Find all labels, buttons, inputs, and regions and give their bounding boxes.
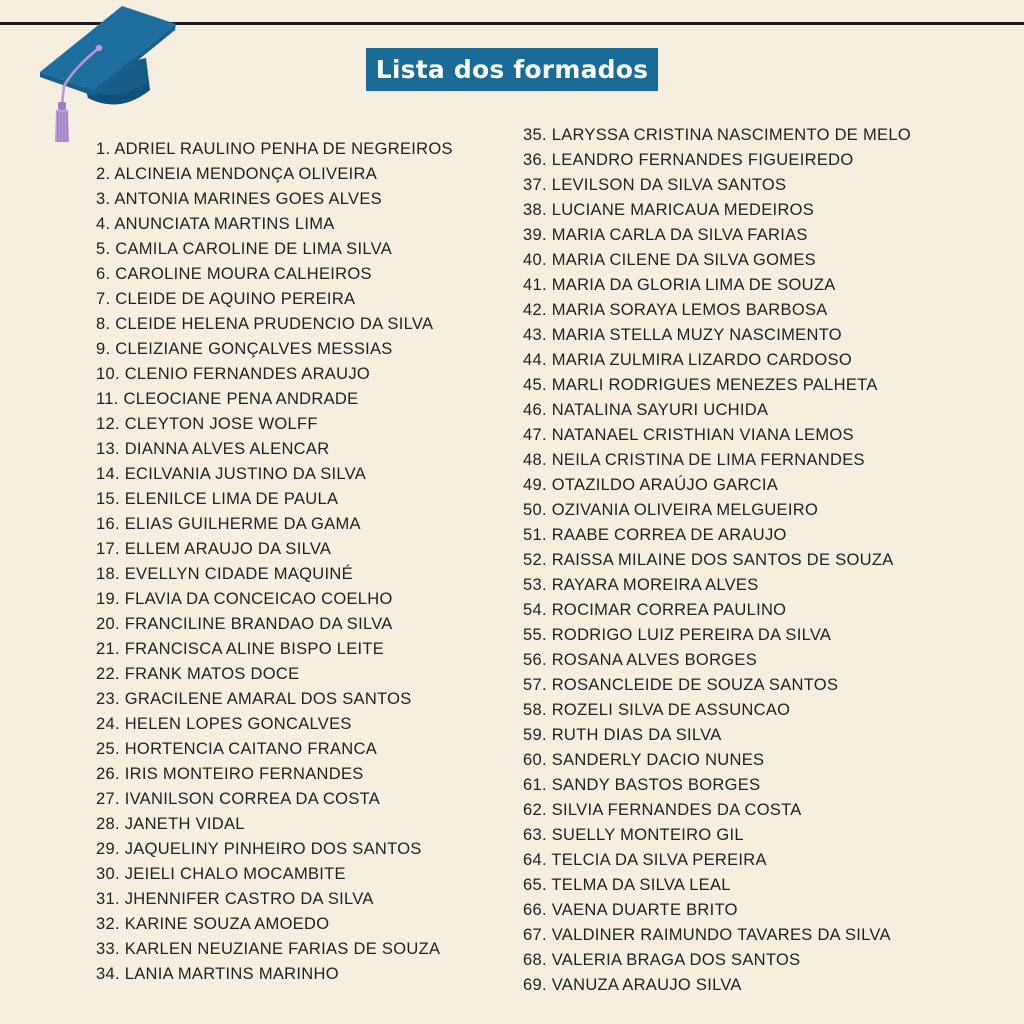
- graduate-list-item: 6. CAROLINE MOURA CALHEIROS: [96, 265, 372, 283]
- graduate-list-item: 57. ROSANCLEIDE DE SOUZA SANTOS: [523, 676, 839, 694]
- graduate-list-item: 23. GRACILENE AMARAL DOS SANTOS: [96, 690, 412, 708]
- graduate-list-item: 35. LARYSSA CRISTINA NASCIMENTO DE MELO: [523, 126, 911, 144]
- graduate-list-item: 43. MARIA STELLA MUZY NASCIMENTO: [523, 326, 842, 344]
- graduate-list-item: 16. ELIAS GUILHERME DA GAMA: [96, 515, 361, 533]
- graduate-list-item: 19. FLAVIA DA CONCEICAO COELHO: [96, 590, 393, 608]
- graduation-cap-icon: [36, 2, 180, 148]
- graduate-list-item: 22. FRANK MATOS DOCE: [96, 665, 300, 683]
- graduate-list-item: 33. KARLEN NEUZIANE FARIAS DE SOUZA: [96, 940, 441, 958]
- graduate-list-item: 24. HELEN LOPES GONCALVES: [96, 715, 352, 733]
- title-banner: [366, 48, 658, 91]
- graduate-list-item: 59. RUTH DIAS DA SILVA: [523, 726, 722, 744]
- graduate-list-item: 11. CLEOCIANE PENA ANDRADE: [96, 390, 359, 408]
- graduate-list-item: 49. OTAZILDO ARAÚJO GARCIA: [523, 476, 779, 494]
- page-title: Lista dos formados: [375, 55, 649, 84]
- graduate-list-item: 68. VALERIA BRAGA DOS SANTOS: [523, 951, 801, 969]
- graduates-list-right: [523, 123, 993, 998]
- graduate-list-item: 60. SANDERLY DACIO NUNES: [523, 751, 765, 769]
- graduate-list-item: 12. CLEYTON JOSE WOLFF: [96, 415, 318, 433]
- graduate-list-item: 42. MARIA SORAYA LEMOS BARBOSA: [523, 301, 828, 319]
- graduate-list-item: 26. IRIS MONTEIRO FERNANDES: [96, 765, 364, 783]
- graduate-list-item: 20. FRANCILINE BRANDAO DA SILVA: [96, 615, 393, 633]
- graduate-list-item: 46. NATALINA SAYURI UCHIDA: [523, 401, 769, 419]
- graduate-list-item: 38. LUCIANE MARICAUA MEDEIROS: [523, 201, 815, 219]
- graduate-list-item: 58. ROZELI SILVA DE ASSUNCAO: [523, 701, 791, 719]
- graduate-list-item: 21. FRANCISCA ALINE BISPO LEITE: [96, 640, 385, 658]
- graduate-list-item: 62. SILVIA FERNANDES DA COSTA: [523, 801, 802, 819]
- graduate-list-item: 15. ELENILCE LIMA DE PAULA: [96, 490, 339, 508]
- graduate-list-item: 44. MARIA ZULMIRA LIZARDO CARDOSO: [523, 351, 852, 369]
- graduate-list-item: 53. RAYARA MOREIRA ALVES: [523, 576, 759, 594]
- graduate-list-item: 40. MARIA CILENE DA SILVA GOMES: [523, 251, 816, 269]
- graduate-list-item: 8. CLEIDE HELENA PRUDENCIO DA SILVA: [96, 315, 434, 333]
- graduate-list-item: 9. CLEIZIANE GONÇALVES MESSIAS: [96, 340, 393, 358]
- graduate-list-item: 45. MARLI RODRIGUES MENEZES PALHETA: [523, 376, 878, 394]
- graduate-list-item: 28. JANETH VIDAL: [96, 815, 245, 833]
- graduate-list-item: 30. JEIELI CHALO MOCAMBITE: [96, 865, 346, 883]
- graduate-list-item: 18. EVELLYN CIDADE MAQUINÉ: [96, 565, 353, 583]
- graduate-list-item: 14. ECILVANIA JUSTINO DA SILVA: [96, 465, 367, 483]
- graduate-list-item: 64. TELCIA DA SILVA PEREIRA: [523, 851, 767, 869]
- graduate-list-item: 27. IVANILSON CORREA DA COSTA: [96, 790, 381, 808]
- graduate-list-item: 34. LANIA MARTINS MARINHO: [96, 965, 339, 983]
- graduates-list-left: [96, 137, 506, 987]
- graduate-list-item: 66. VAENA DUARTE BRITO: [523, 901, 738, 919]
- graduate-list-item: 17. ELLEM ARAUJO DA SILVA: [96, 540, 332, 558]
- graduate-list-item: 3. ANTONIA MARINES GOES ALVES: [96, 190, 382, 208]
- graduate-list-item: 56. ROSANA ALVES BORGES: [523, 651, 758, 669]
- graduate-list-item: 31. JHENNIFER CASTRO DA SILVA: [96, 890, 374, 908]
- graduate-list-item: 29. JAQUELINY PINHEIRO DOS SANTOS: [96, 840, 422, 858]
- graduate-list-item: 32. KARINE SOUZA AMOEDO: [96, 915, 330, 933]
- graduate-list-item: 52. RAISSA MILAINE DOS SANTOS DE SOUZA: [523, 551, 894, 569]
- graduate-list-item: 51. RAABE CORREA DE ARAUJO: [523, 526, 787, 544]
- graduate-list-item: 55. RODRIGO LUIZ PEREIRA DA SILVA: [523, 626, 832, 644]
- graduate-list-item: 61. SANDY BASTOS BORGES: [523, 776, 761, 794]
- graduate-list-item: 41. MARIA DA GLORIA LIMA DE SOUZA: [523, 276, 836, 294]
- graduate-list-item: 10. CLENIO FERNANDES ARAUJO: [96, 365, 371, 383]
- graduate-list-item: 39. MARIA CARLA DA SILVA FARIAS: [523, 226, 808, 244]
- graduate-list-item: 63. SUELLY MONTEIRO GIL: [523, 826, 744, 844]
- graduate-list-item: 65. TELMA DA SILVA LEAL: [523, 876, 731, 894]
- graduate-list-item: 50. OZIVANIA OLIVEIRA MELGUEIRO: [523, 501, 819, 519]
- graduate-list-item: 47. NATANAEL CRISTHIAN VIANA LEMOS: [523, 426, 854, 444]
- graduate-list-item: 69. VANUZA ARAUJO SILVA: [523, 976, 742, 994]
- graduate-list-item: 54. ROCIMAR CORREA PAULINO: [523, 601, 787, 619]
- graduate-list-item: 48. NEILA CRISTINA DE LIMA FERNANDES: [523, 451, 865, 469]
- graduate-list-item: 4. ANUNCIATA MARTINS LIMA: [96, 215, 335, 233]
- graduate-list-item: 37. LEVILSON DA SILVA SANTOS: [523, 176, 787, 194]
- graduate-list-item: 25. HORTENCIA CAITANO FRANCA: [96, 740, 378, 758]
- graduate-list-item: 67. VALDINER RAIMUNDO TAVARES DA SILVA: [523, 926, 891, 944]
- graduate-list-item: 1. ADRIEL RAULINO PENHA DE NEGREIROS: [96, 140, 453, 158]
- graduate-list-item: 7. CLEIDE DE AQUINO PEREIRA: [96, 290, 356, 308]
- graduate-list-item: 36. LEANDRO FERNANDES FIGUEIREDO: [523, 151, 854, 169]
- graduate-list-item: 5. CAMILA CAROLINE DE LIMA SILVA: [96, 240, 393, 258]
- graduate-list-item: 13. DIANNA ALVES ALENCAR: [96, 440, 330, 458]
- graduate-list-item: 2. ALCINEIA MENDONÇA OLIVEIRA: [96, 165, 378, 183]
